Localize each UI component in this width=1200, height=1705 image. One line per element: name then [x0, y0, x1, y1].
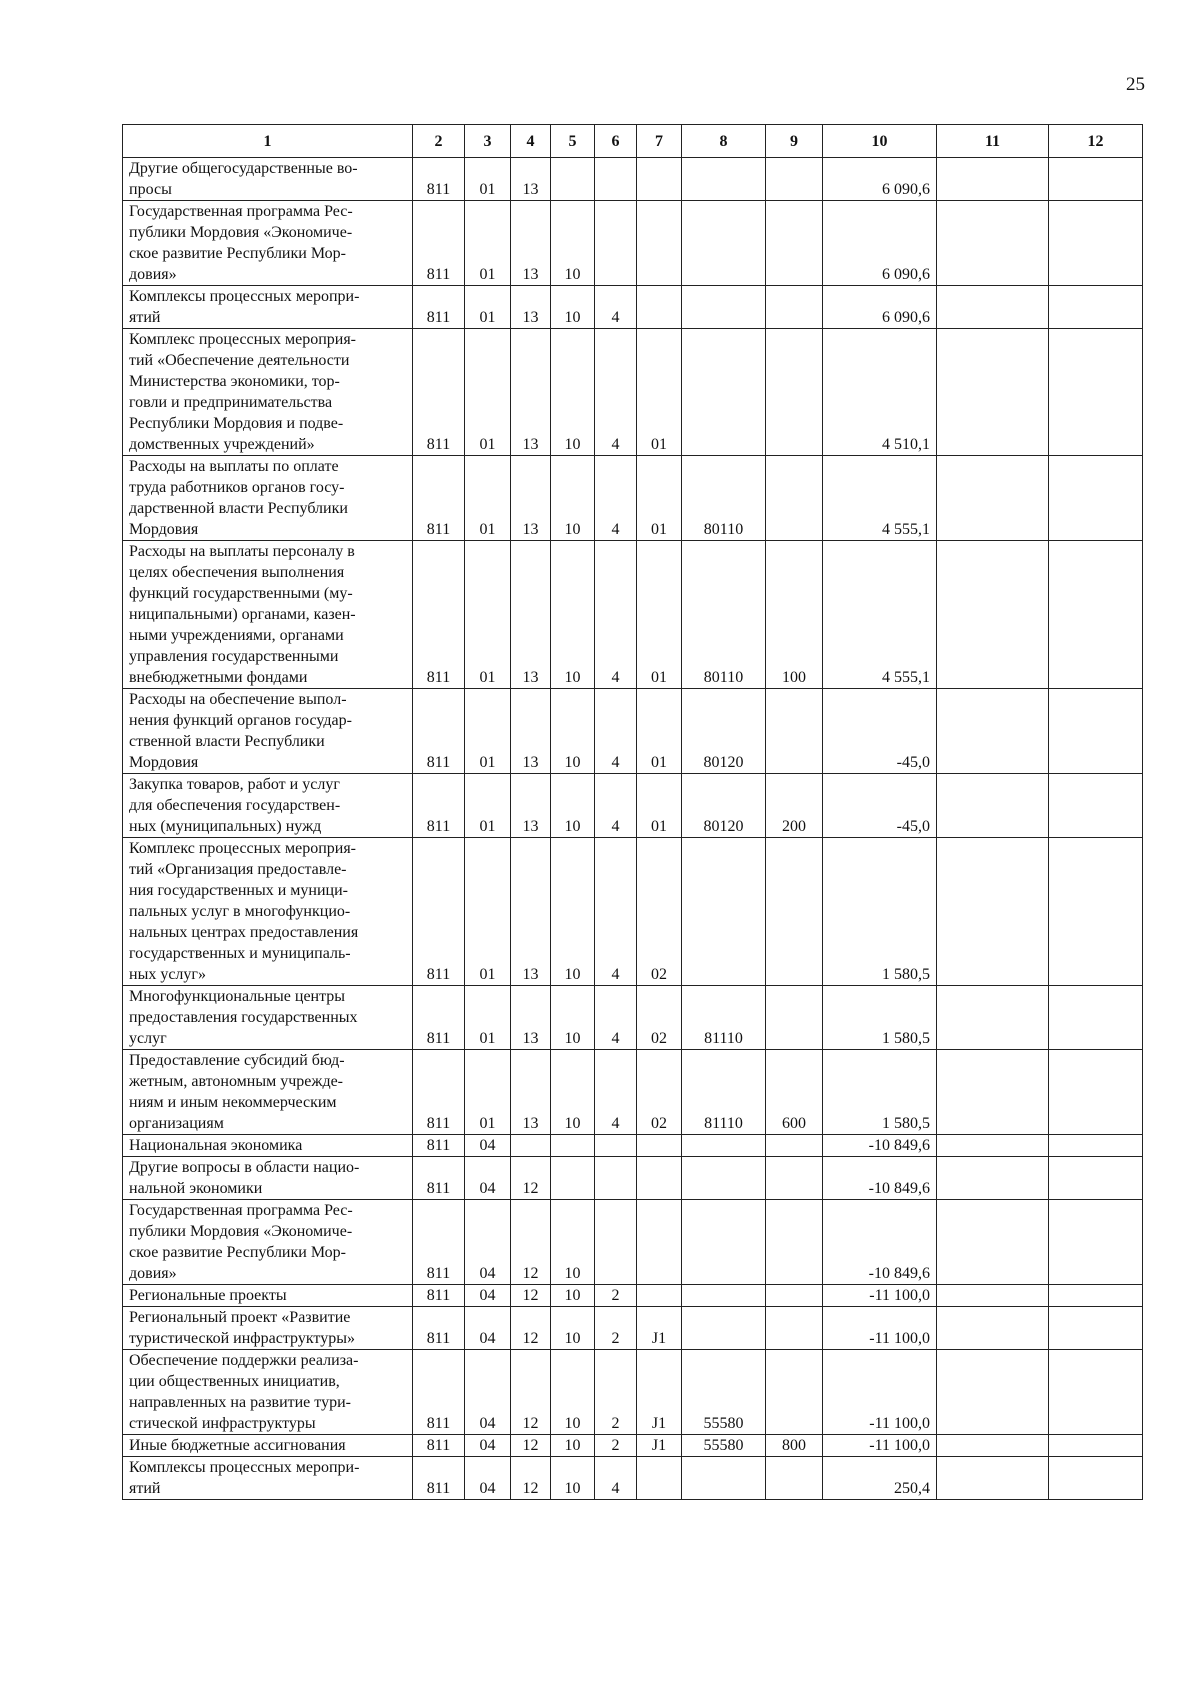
code-cell: 55580: [682, 1435, 766, 1457]
code-cell: [637, 1285, 682, 1307]
row-name-cell: Закупка товаров, работ и услуг для обеспечения государствен- ных (муниципальных) нужд: [123, 774, 413, 838]
code-cell: 80120: [682, 689, 766, 774]
code-cell: 01: [465, 329, 511, 456]
code-cell: [682, 286, 766, 329]
code-cell: 2: [595, 1307, 637, 1350]
code-cell: [766, 158, 823, 201]
table-row: [123, 774, 1143, 838]
code-cell: [595, 1200, 637, 1285]
code-cell: 811: [413, 158, 465, 201]
code-cell: 10: [551, 1435, 595, 1457]
amount-cell: [937, 1200, 1049, 1285]
code-cell: 811: [413, 329, 465, 456]
amount-cell: [937, 838, 1049, 986]
code-cell: [766, 286, 823, 329]
table-row: [123, 1285, 1143, 1307]
row-name-cell: Комплекс процессных мероприя- тий «Обеспечение деятельности Министерства экономики, тор- говли и предпринимательства Республики Мордовия и подве- домственных учреждений»: [123, 329, 413, 456]
row-name-cell: Расходы на выплаты по оплате труда работников органов госу- дарственной власти Республики Мордовия: [123, 456, 413, 541]
row-name-cell: Многофункциональные центры предоставления государственных услуг: [123, 986, 413, 1050]
code-cell: [682, 1157, 766, 1200]
code-cell: 811: [413, 1435, 465, 1457]
code-cell: 01: [465, 838, 511, 986]
code-cell: [551, 1135, 595, 1157]
row-name-cell: Расходы на обеспечение выпол- нения функций органов государ- ственной власти Республики Мордовия: [123, 689, 413, 774]
amount-cell: -10 849,6: [823, 1135, 937, 1157]
code-cell: 10: [551, 689, 595, 774]
code-cell: 811: [413, 1285, 465, 1307]
header-cell: 10: [823, 125, 937, 158]
row-name-cell: Государственная программа Рес- публики Мордовия «Экономиче- ское развитие Республики Мор- довия»: [123, 1200, 413, 1285]
table-row: [123, 158, 1143, 201]
amount-cell: [937, 541, 1049, 689]
page-number: 25: [1126, 74, 1145, 95]
amount-cell: [937, 158, 1049, 201]
amount-cell: [937, 1435, 1049, 1457]
code-cell: 811: [413, 1135, 465, 1157]
code-cell: 10: [551, 774, 595, 838]
code-cell: 01: [637, 456, 682, 541]
amount-cell: [1049, 1307, 1143, 1350]
row-name-cell: Региональный проект «Развитие туристической инфраструктуры»: [123, 1307, 413, 1350]
table-row: [123, 329, 1143, 456]
code-cell: 10: [551, 1307, 595, 1350]
amount-cell: [937, 1307, 1049, 1350]
table-row: [123, 286, 1143, 329]
code-cell: 4: [595, 1457, 637, 1500]
code-cell: [766, 1350, 823, 1435]
amount-cell: [1049, 201, 1143, 286]
amount-cell: [937, 286, 1049, 329]
row-name-cell: Другие вопросы в области нацио- нальной экономики: [123, 1157, 413, 1200]
amount-cell: [1049, 1050, 1143, 1135]
header-cell: 1: [123, 125, 413, 158]
code-cell: [766, 329, 823, 456]
table-row: [123, 1135, 1143, 1157]
code-cell: 2: [595, 1350, 637, 1435]
code-cell: 13: [511, 201, 551, 286]
amount-cell: [1049, 1435, 1143, 1457]
code-cell: [682, 1285, 766, 1307]
table-row: [123, 541, 1143, 689]
amount-cell: [937, 201, 1049, 286]
amount-cell: 6 090,6: [823, 158, 937, 201]
amount-cell: [1049, 158, 1143, 201]
code-cell: [595, 1135, 637, 1157]
code-cell: 01: [465, 541, 511, 689]
code-cell: J1: [637, 1350, 682, 1435]
code-cell: 01: [465, 158, 511, 201]
amount-cell: -11 100,0: [823, 1285, 937, 1307]
amount-cell: [1049, 456, 1143, 541]
row-name-cell: Комплексы процессных меропри- ятий: [123, 286, 413, 329]
amount-cell: [1049, 329, 1143, 456]
code-cell: 811: [413, 286, 465, 329]
code-cell: 04: [465, 1457, 511, 1500]
code-cell: 4: [595, 838, 637, 986]
code-cell: 12: [511, 1435, 551, 1457]
code-cell: 4: [595, 329, 637, 456]
amount-cell: 1 580,5: [823, 838, 937, 986]
header-row: [123, 125, 1143, 158]
code-cell: 01: [637, 541, 682, 689]
amount-cell: 250,4: [823, 1457, 937, 1500]
amount-cell: [937, 1350, 1049, 1435]
code-cell: 4: [595, 774, 637, 838]
row-name-cell: Национальная экономика: [123, 1135, 413, 1157]
code-cell: 04: [465, 1435, 511, 1457]
amount-cell: -11 100,0: [823, 1435, 937, 1457]
amount-cell: [1049, 774, 1143, 838]
code-cell: [637, 1200, 682, 1285]
amount-cell: [1049, 286, 1143, 329]
row-name-cell: Предоставление субсидий бюд- жетным, автономным учрежде- ниям и иным некоммерческим организациям: [123, 1050, 413, 1135]
code-cell: 10: [551, 1457, 595, 1500]
code-cell: 2: [595, 1435, 637, 1457]
code-cell: 811: [413, 1307, 465, 1350]
code-cell: 01: [465, 456, 511, 541]
code-cell: 04: [465, 1307, 511, 1350]
code-cell: [766, 838, 823, 986]
code-cell: 01: [465, 1050, 511, 1135]
code-cell: 13: [511, 986, 551, 1050]
code-cell: 04: [465, 1200, 511, 1285]
row-name-cell: Расходы на выплаты персоналу в целях обеспечения выполнения функций государственными (му- ниципальными) органами, казен- ными учреждениями, органами управления государственными внебюджетными фондами: [123, 541, 413, 689]
table-row: [123, 1200, 1143, 1285]
amount-cell: 4 555,1: [823, 541, 937, 689]
code-cell: 01: [465, 201, 511, 286]
code-cell: 811: [413, 774, 465, 838]
amount-cell: [937, 1050, 1049, 1135]
code-cell: 12: [511, 1307, 551, 1350]
code-cell: 12: [511, 1350, 551, 1435]
header-cell: 3: [465, 125, 511, 158]
code-cell: 12: [511, 1457, 551, 1500]
code-cell: 13: [511, 456, 551, 541]
code-cell: 811: [413, 456, 465, 541]
amount-cell: 1 580,5: [823, 1050, 937, 1135]
budget-table: [122, 124, 1143, 1500]
code-cell: 4: [595, 541, 637, 689]
code-cell: [637, 1457, 682, 1500]
amount-cell: [1049, 986, 1143, 1050]
table-row: [123, 1457, 1143, 1500]
code-cell: 81110: [682, 1050, 766, 1135]
code-cell: 13: [511, 541, 551, 689]
amount-cell: -11 100,0: [823, 1307, 937, 1350]
code-cell: 4: [595, 286, 637, 329]
code-cell: [551, 158, 595, 201]
code-cell: 13: [511, 689, 551, 774]
row-name-cell: Комплекс процессных мероприя- тий «Организация предоставле- ния государственных и муници- пальных услуг в многофункцио- нальных центрах предоставления государственных и муниципаль- ных услуг»: [123, 838, 413, 986]
code-cell: 04: [465, 1350, 511, 1435]
amount-cell: [937, 774, 1049, 838]
amount-cell: -45,0: [823, 774, 937, 838]
table-row: [123, 1307, 1143, 1350]
code-cell: [595, 201, 637, 286]
code-cell: 80120: [682, 774, 766, 838]
code-cell: 04: [465, 1157, 511, 1200]
code-cell: 12: [511, 1200, 551, 1285]
code-cell: [637, 158, 682, 201]
code-cell: [682, 838, 766, 986]
amount-cell: [1049, 1457, 1143, 1500]
code-cell: 811: [413, 838, 465, 986]
code-cell: 02: [637, 1050, 682, 1135]
code-cell: 80110: [682, 456, 766, 541]
code-cell: 4: [595, 1050, 637, 1135]
code-cell: 811: [413, 986, 465, 1050]
code-cell: 13: [511, 329, 551, 456]
code-cell: [766, 456, 823, 541]
code-cell: [682, 201, 766, 286]
code-cell: 800: [766, 1435, 823, 1457]
code-cell: 12: [511, 1285, 551, 1307]
code-cell: 10: [551, 456, 595, 541]
code-cell: 811: [413, 1157, 465, 1200]
code-cell: [511, 1135, 551, 1157]
code-cell: [682, 158, 766, 201]
code-cell: 81110: [682, 986, 766, 1050]
code-cell: [766, 1285, 823, 1307]
table-row: [123, 456, 1143, 541]
code-cell: [637, 1135, 682, 1157]
code-cell: [766, 1157, 823, 1200]
amount-cell: [937, 986, 1049, 1050]
table-row: [123, 1157, 1143, 1200]
code-cell: J1: [637, 1307, 682, 1350]
code-cell: 811: [413, 201, 465, 286]
code-cell: 10: [551, 286, 595, 329]
code-cell: 10: [551, 1200, 595, 1285]
code-cell: 55580: [682, 1350, 766, 1435]
code-cell: 10: [551, 1050, 595, 1135]
row-name-cell: Другие общегосударственные во- просы: [123, 158, 413, 201]
code-cell: 13: [511, 1050, 551, 1135]
code-cell: 4: [595, 456, 637, 541]
code-cell: 4: [595, 986, 637, 1050]
table-row: [123, 1050, 1143, 1135]
amount-cell: [1049, 1285, 1143, 1307]
code-cell: 10: [551, 986, 595, 1050]
code-cell: 10: [551, 1285, 595, 1307]
code-cell: 01: [465, 286, 511, 329]
header-cell: 6: [595, 125, 637, 158]
code-cell: 13: [511, 158, 551, 201]
amount-cell: [1049, 541, 1143, 689]
code-cell: [595, 1157, 637, 1200]
amount-cell: [937, 456, 1049, 541]
code-cell: [682, 329, 766, 456]
table-row: [123, 1435, 1143, 1457]
code-cell: [766, 1307, 823, 1350]
code-cell: 10: [551, 329, 595, 456]
code-cell: 811: [413, 541, 465, 689]
code-cell: 01: [637, 774, 682, 838]
amount-cell: 6 090,6: [823, 286, 937, 329]
table-row: [123, 689, 1143, 774]
code-cell: 10: [551, 1350, 595, 1435]
header-cell: 9: [766, 125, 823, 158]
code-cell: 04: [465, 1285, 511, 1307]
code-cell: 01: [465, 986, 511, 1050]
amount-cell: [1049, 1200, 1143, 1285]
table-row: [123, 201, 1143, 286]
code-cell: [682, 1200, 766, 1285]
header-cell: 8: [682, 125, 766, 158]
table-row: [123, 1350, 1143, 1435]
code-cell: 811: [413, 1200, 465, 1285]
code-cell: 10: [551, 201, 595, 286]
amount-cell: -10 849,6: [823, 1157, 937, 1200]
code-cell: 02: [637, 986, 682, 1050]
code-cell: [637, 1157, 682, 1200]
amount-cell: [937, 329, 1049, 456]
code-cell: [682, 1135, 766, 1157]
header-cell: 4: [511, 125, 551, 158]
amount-cell: 4 555,1: [823, 456, 937, 541]
code-cell: J1: [637, 1435, 682, 1457]
header-cell: 11: [937, 125, 1049, 158]
code-cell: 811: [413, 689, 465, 774]
amount-cell: 6 090,6: [823, 201, 937, 286]
code-cell: [766, 986, 823, 1050]
amount-cell: 4 510,1: [823, 329, 937, 456]
amount-cell: [937, 1157, 1049, 1200]
code-cell: [766, 1457, 823, 1500]
code-cell: [766, 1135, 823, 1157]
code-cell: 200: [766, 774, 823, 838]
header-cell: 2: [413, 125, 465, 158]
amount-cell: [1049, 689, 1143, 774]
amount-cell: 1 580,5: [823, 986, 937, 1050]
code-cell: 811: [413, 1457, 465, 1500]
code-cell: 100: [766, 541, 823, 689]
amount-cell: [1049, 1350, 1143, 1435]
code-cell: 10: [551, 838, 595, 986]
code-cell: [682, 1457, 766, 1500]
row-name-cell: Региональные проекты: [123, 1285, 413, 1307]
table-row: [123, 986, 1143, 1050]
code-cell: 01: [465, 774, 511, 838]
header-cell: 5: [551, 125, 595, 158]
amount-cell: [937, 1135, 1049, 1157]
amount-cell: [1049, 1157, 1143, 1200]
code-cell: [637, 286, 682, 329]
amount-cell: -45,0: [823, 689, 937, 774]
row-name-cell: Комплексы процессных меропри- ятий: [123, 1457, 413, 1500]
code-cell: 13: [511, 838, 551, 986]
code-cell: 01: [637, 689, 682, 774]
code-cell: 811: [413, 1050, 465, 1135]
code-cell: 13: [511, 774, 551, 838]
code-cell: 2: [595, 1285, 637, 1307]
code-cell: [682, 1307, 766, 1350]
amount-cell: [1049, 1135, 1143, 1157]
amount-cell: [937, 1285, 1049, 1307]
code-cell: 600: [766, 1050, 823, 1135]
row-name-cell: Иные бюджетные ассигнования: [123, 1435, 413, 1457]
code-cell: [637, 201, 682, 286]
amount-cell: [1049, 838, 1143, 986]
code-cell: 13: [511, 286, 551, 329]
amount-cell: -11 100,0: [823, 1350, 937, 1435]
header-cell: 7: [637, 125, 682, 158]
code-cell: 4: [595, 689, 637, 774]
code-cell: [766, 1200, 823, 1285]
code-cell: [766, 689, 823, 774]
code-cell: 01: [637, 329, 682, 456]
code-cell: 10: [551, 541, 595, 689]
code-cell: [551, 1157, 595, 1200]
row-name-cell: Обеспечение поддержки реализа- ции общественных инициатив, направленных на развитие тури- стической инфраструктуры: [123, 1350, 413, 1435]
row-name-cell: Государственная программа Рес- публики Мордовия «Экономиче- ское развитие Республики Мор- довия»: [123, 201, 413, 286]
amount-cell: [937, 689, 1049, 774]
table-row: [123, 838, 1143, 986]
code-cell: 01: [465, 689, 511, 774]
amount-cell: -10 849,6: [823, 1200, 937, 1285]
code-cell: [766, 201, 823, 286]
code-cell: 80110: [682, 541, 766, 689]
code-cell: 12: [511, 1157, 551, 1200]
code-cell: 04: [465, 1135, 511, 1157]
code-cell: 02: [637, 838, 682, 986]
header-cell: 12: [1049, 125, 1143, 158]
amount-cell: [937, 1457, 1049, 1500]
code-cell: [595, 158, 637, 201]
code-cell: 811: [413, 1350, 465, 1435]
